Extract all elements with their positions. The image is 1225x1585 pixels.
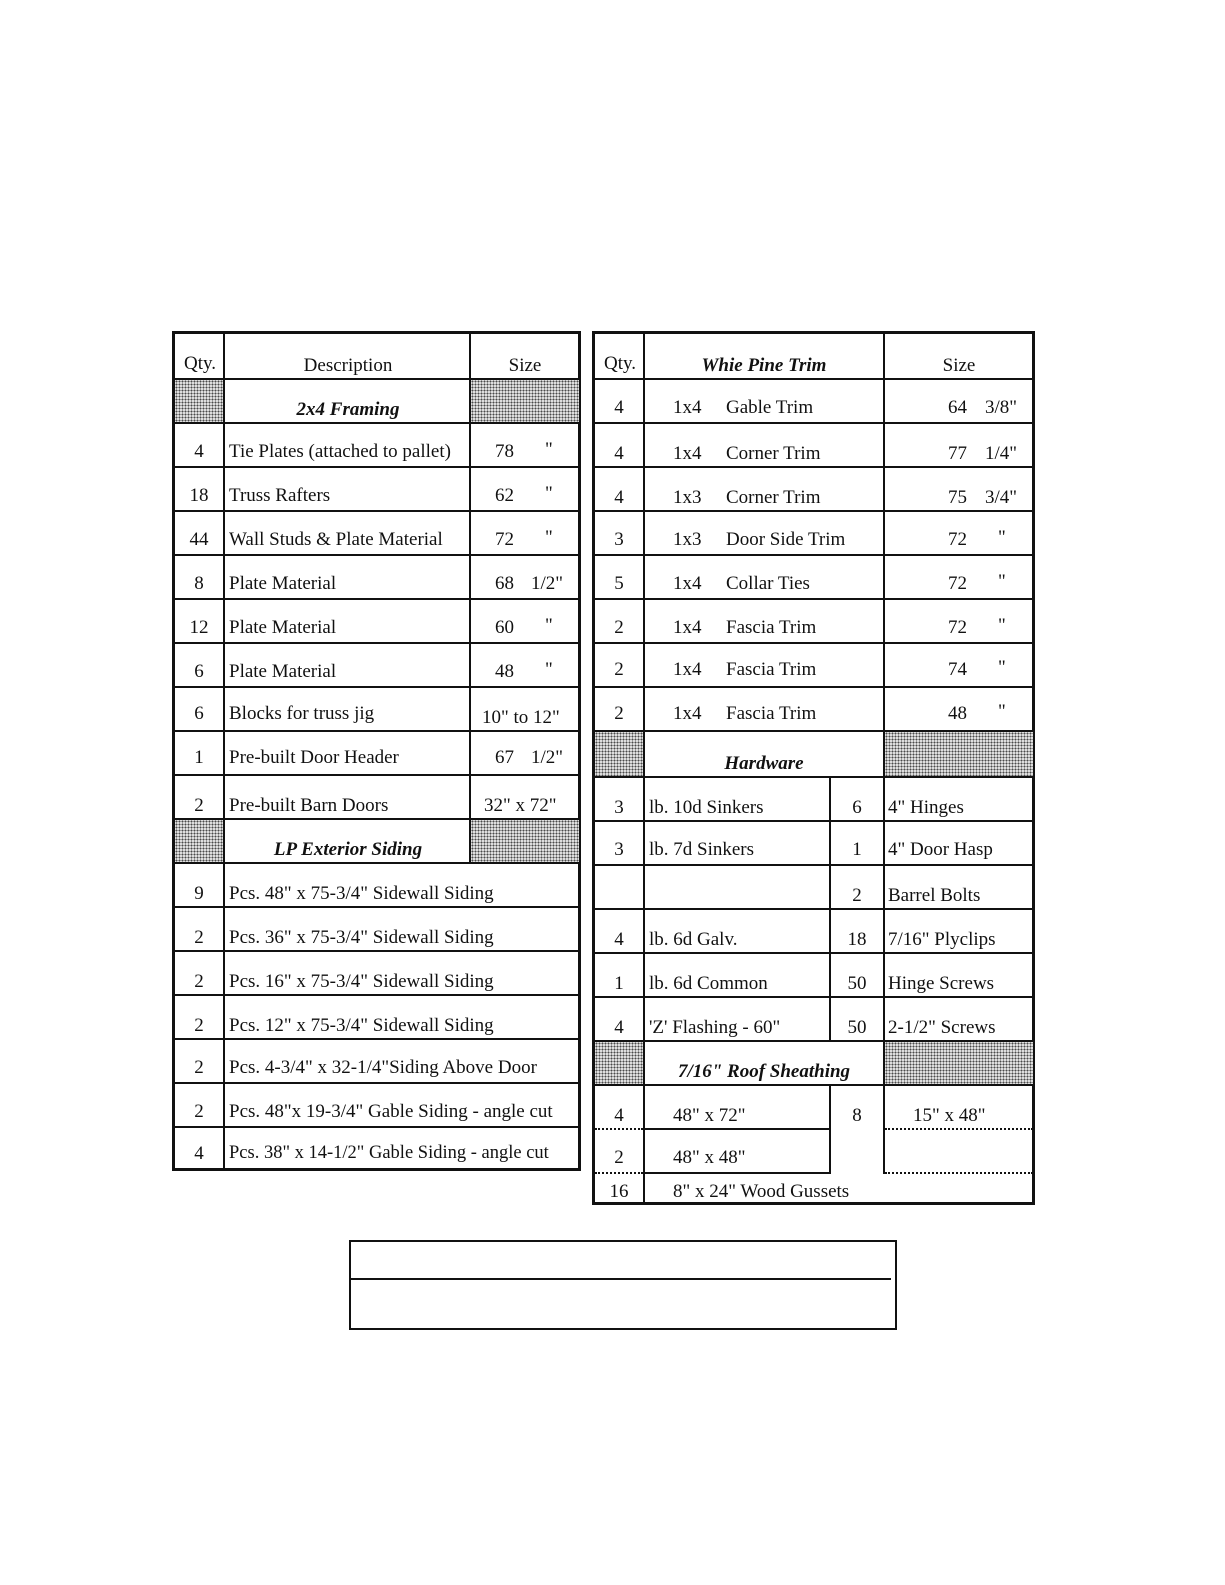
- row-qty: 3: [614, 797, 624, 818]
- row-size-fraction: 1/4": [985, 443, 1018, 464]
- table-row: [175, 952, 578, 996]
- shaded-cell: [885, 732, 1033, 776]
- row-qty: 4: [614, 1105, 624, 1126]
- table-row: [595, 644, 1032, 688]
- row-description: Corner Trim: [726, 487, 821, 508]
- table-row: [175, 1084, 578, 1128]
- row-qty: 2: [614, 617, 624, 638]
- row-qty: 44: [189, 529, 209, 550]
- row-description: Plate Material: [229, 573, 337, 594]
- row-item-2: 7/16" Plyclips: [888, 929, 996, 950]
- row-qty: 4: [614, 397, 624, 418]
- table-row: [595, 954, 1032, 998]
- table-row: [175, 512, 578, 556]
- row-size: 75: [948, 487, 967, 508]
- table-row: [595, 468, 1032, 512]
- size-header: Size: [508, 355, 542, 376]
- right-header-row: [595, 334, 1032, 380]
- row-size-fraction: 1/2": [531, 747, 564, 768]
- table-row: [595, 1086, 1032, 1130]
- shaded-cell: [471, 380, 579, 422]
- row-item: 8" x 24" Wood Gussets: [673, 1181, 850, 1202]
- row-size-fraction: ": [998, 571, 1006, 592]
- row-description: Fascia Trim: [726, 659, 817, 680]
- table-row: [595, 380, 1032, 424]
- row-qty-2: 6: [852, 797, 862, 818]
- row-size: 77: [948, 443, 967, 464]
- row-size-fraction: ": [545, 439, 553, 460]
- trim-header: Whie Pine Trim: [701, 355, 827, 376]
- row-size: 10" to 12": [482, 707, 560, 728]
- row-lumber-size: 1x4: [673, 659, 702, 680]
- row-description: Truss Rafters: [229, 485, 331, 506]
- row-size: 48: [948, 703, 967, 724]
- row-qty: 2: [194, 1015, 204, 1036]
- framing-section-title: 2x4 Framing: [296, 399, 400, 420]
- row-qty-2: 1: [852, 839, 862, 860]
- description-header: Description: [303, 355, 393, 376]
- row-item: 48" x 48": [673, 1147, 746, 1168]
- row-item-2: 2-1/2" Screws: [888, 1017, 996, 1038]
- row-item-2: 15" x 48": [913, 1105, 986, 1126]
- row-item: lb. 6d Galv.: [649, 929, 738, 950]
- row-qty: 4: [614, 1017, 624, 1038]
- table-row: [595, 822, 1032, 866]
- row-size: 62: [495, 485, 514, 506]
- row-description: Pcs. 4-3/4" x 32-1/4"Siding Above Door: [229, 1057, 537, 1078]
- row-qty: 9: [194, 883, 204, 904]
- row-description: Gable Trim: [726, 397, 814, 418]
- table-row: [175, 556, 578, 600]
- row-size-fraction: 1/2": [531, 573, 564, 594]
- row-size-fraction: ": [545, 483, 553, 504]
- row-size: 60: [495, 617, 514, 638]
- row-description: Pcs. 16" x 75-3/4" Sidewall Siding: [229, 971, 494, 992]
- table-row: [175, 908, 578, 952]
- size-header: Size: [942, 355, 976, 376]
- row-item-2: 4" Hinges: [888, 797, 964, 818]
- table-row: [595, 512, 1032, 556]
- table-row: [595, 866, 1032, 910]
- table-row: [175, 996, 578, 1040]
- trim-hardware-table: [592, 331, 1035, 1205]
- row-description: Collar Ties: [726, 573, 810, 594]
- row-description: Fascia Trim: [726, 617, 817, 638]
- table-row: [175, 600, 578, 644]
- table-row: [595, 1130, 1032, 1174]
- row-item: 'Z' Flashing - 60": [649, 1017, 781, 1038]
- row-size-fraction: 3/8": [985, 397, 1018, 418]
- row-qty: 2: [614, 703, 624, 724]
- row-qty: 1: [194, 747, 204, 768]
- row-lumber-size: 1x4: [673, 617, 702, 638]
- row-qty: 12: [189, 617, 209, 638]
- table-row: [595, 1174, 1032, 1205]
- row-qty-2: 8: [852, 1105, 862, 1126]
- row-qty: 8: [194, 573, 204, 594]
- row-qty: 4: [614, 487, 624, 508]
- table-row: [175, 864, 578, 908]
- qty-header: Qty.: [603, 353, 637, 374]
- row-description: Pcs. 12" x 75-3/4" Sidewall Siding: [229, 1015, 494, 1036]
- row-size: 72: [948, 617, 967, 638]
- table-row: [595, 688, 1032, 732]
- row-size: 72: [948, 529, 967, 550]
- row-size: 67: [495, 747, 514, 768]
- row-lumber-size: 1x3: [673, 529, 702, 550]
- row-description: Pcs. 36" x 75-3/4" Sidewall Siding: [229, 927, 494, 948]
- shaded-cell: [595, 1042, 643, 1084]
- framing-siding-table: [172, 331, 581, 1171]
- table-row: [595, 998, 1032, 1042]
- row-qty: 2: [194, 971, 204, 992]
- shaded-cell: [885, 1042, 1033, 1084]
- row-size: 78: [495, 441, 514, 462]
- row-size-fraction: 3/4": [985, 487, 1018, 508]
- row-qty: 3: [614, 839, 624, 860]
- framing-section-row: [175, 380, 578, 424]
- row-qty: 4: [194, 1143, 204, 1164]
- row-size: 72: [948, 573, 967, 594]
- shaded-cell: [175, 380, 223, 422]
- table-row: [595, 556, 1032, 600]
- row-qty-2: 50: [847, 973, 867, 994]
- table-row: [175, 468, 578, 512]
- table-row: [595, 778, 1032, 822]
- row-size-fraction: ": [545, 527, 553, 548]
- table-row: [175, 776, 578, 820]
- row-qty: 1: [614, 973, 624, 994]
- siding-section-row: [175, 820, 578, 864]
- row-size: 72: [495, 529, 514, 550]
- row-qty: 6: [194, 661, 204, 682]
- row-description: Pcs. 38" x 14-1/2" Gable Siding - angle cut: [229, 1143, 549, 1163]
- row-size-fraction: ": [998, 701, 1006, 722]
- row-size-fraction: ": [998, 527, 1006, 548]
- row-size: 48: [495, 661, 514, 682]
- qty-header: Qty.: [183, 353, 217, 374]
- row-lumber-size: 1x3: [673, 487, 702, 508]
- row-qty: 2: [194, 927, 204, 948]
- table-row: [175, 1128, 578, 1171]
- sheathing-section-row: [595, 1042, 1032, 1086]
- row-item: 48" x 72": [673, 1105, 746, 1126]
- row-description: Pre-built Barn Doors: [229, 795, 389, 816]
- row-item-2: 4" Door Hasp: [888, 839, 993, 860]
- row-description: Pcs. 48"x 19-3/4" Gable Siding - angle cut: [229, 1101, 553, 1122]
- row-qty-2: 50: [847, 1017, 867, 1038]
- row-size: 64: [948, 397, 967, 418]
- row-qty: 6: [194, 703, 204, 724]
- row-size: 32" x 72": [484, 795, 557, 816]
- row-lumber-size: 1x4: [673, 397, 702, 418]
- row-description: Blocks for truss jig: [229, 703, 375, 724]
- row-description: Pre-built Door Header: [229, 747, 399, 768]
- shaded-cell: [471, 820, 579, 862]
- table-row: [175, 424, 578, 468]
- row-qty: 2: [194, 795, 204, 816]
- row-lumber-size: 1x4: [673, 573, 702, 594]
- shaded-cell: [175, 820, 223, 862]
- row-description: Fascia Trim: [726, 703, 817, 724]
- table-row: [175, 688, 578, 732]
- left-header-row: [175, 334, 578, 380]
- row-qty-2: 18: [847, 929, 867, 950]
- row-qty: 4: [614, 929, 624, 950]
- row-qty: 2: [194, 1101, 204, 1122]
- row-size-fraction: ": [545, 659, 553, 680]
- table-row: [175, 732, 578, 776]
- table-row: [175, 644, 578, 688]
- row-size: 74: [948, 659, 967, 680]
- row-qty: 16: [609, 1181, 629, 1202]
- hardware-section-title: Hardware: [724, 753, 804, 774]
- sheathing-section-title: 7/16" Roof Sheathing: [677, 1061, 851, 1082]
- row-description: Wall Studs & Plate Material: [229, 529, 443, 550]
- row-size-fraction: ": [545, 615, 553, 636]
- row-qty-2: 2: [852, 885, 862, 906]
- table-row: [595, 910, 1032, 954]
- table-row: [175, 1040, 578, 1084]
- row-lumber-size: 1x4: [673, 703, 702, 724]
- row-qty: 3: [614, 529, 624, 550]
- row-description: Plate Material: [229, 617, 337, 638]
- shaded-cell: [595, 732, 643, 776]
- row-qty: 18: [189, 485, 209, 506]
- table-row: [595, 424, 1032, 468]
- row-qty: 4: [194, 441, 204, 462]
- row-item: lb. 10d Sinkers: [649, 797, 764, 818]
- row-size-fraction: ": [998, 657, 1006, 678]
- row-size: 68: [495, 573, 514, 594]
- row-qty: 2: [194, 1057, 204, 1078]
- row-description: Pcs. 48" x 75-3/4" Sidewall Siding: [229, 883, 494, 904]
- row-description: Tie Plates (attached to pallet): [229, 441, 451, 462]
- row-qty: 5: [614, 573, 624, 594]
- table-row: [595, 600, 1032, 644]
- footer-divider: [351, 1278, 891, 1280]
- row-description: Corner Trim: [726, 443, 821, 464]
- row-qty: 4: [614, 443, 624, 464]
- row-item: lb. 6d Common: [649, 973, 768, 994]
- siding-section-title: LP Exterior Siding: [273, 839, 423, 860]
- row-item-2: Hinge Screws: [888, 973, 995, 994]
- row-item: lb. 7d Sinkers: [649, 839, 755, 860]
- row-qty: 2: [614, 659, 624, 680]
- hardware-section-row: [595, 732, 1032, 778]
- row-qty: 2: [614, 1147, 624, 1168]
- row-description: Plate Material: [229, 661, 337, 682]
- row-item-2: Barrel Bolts: [888, 885, 981, 906]
- row-size-fraction: ": [998, 615, 1006, 636]
- blank-footer-box: [349, 1240, 897, 1330]
- row-lumber-size: 1x4: [673, 443, 702, 464]
- row-description: Door Side Trim: [726, 529, 846, 550]
